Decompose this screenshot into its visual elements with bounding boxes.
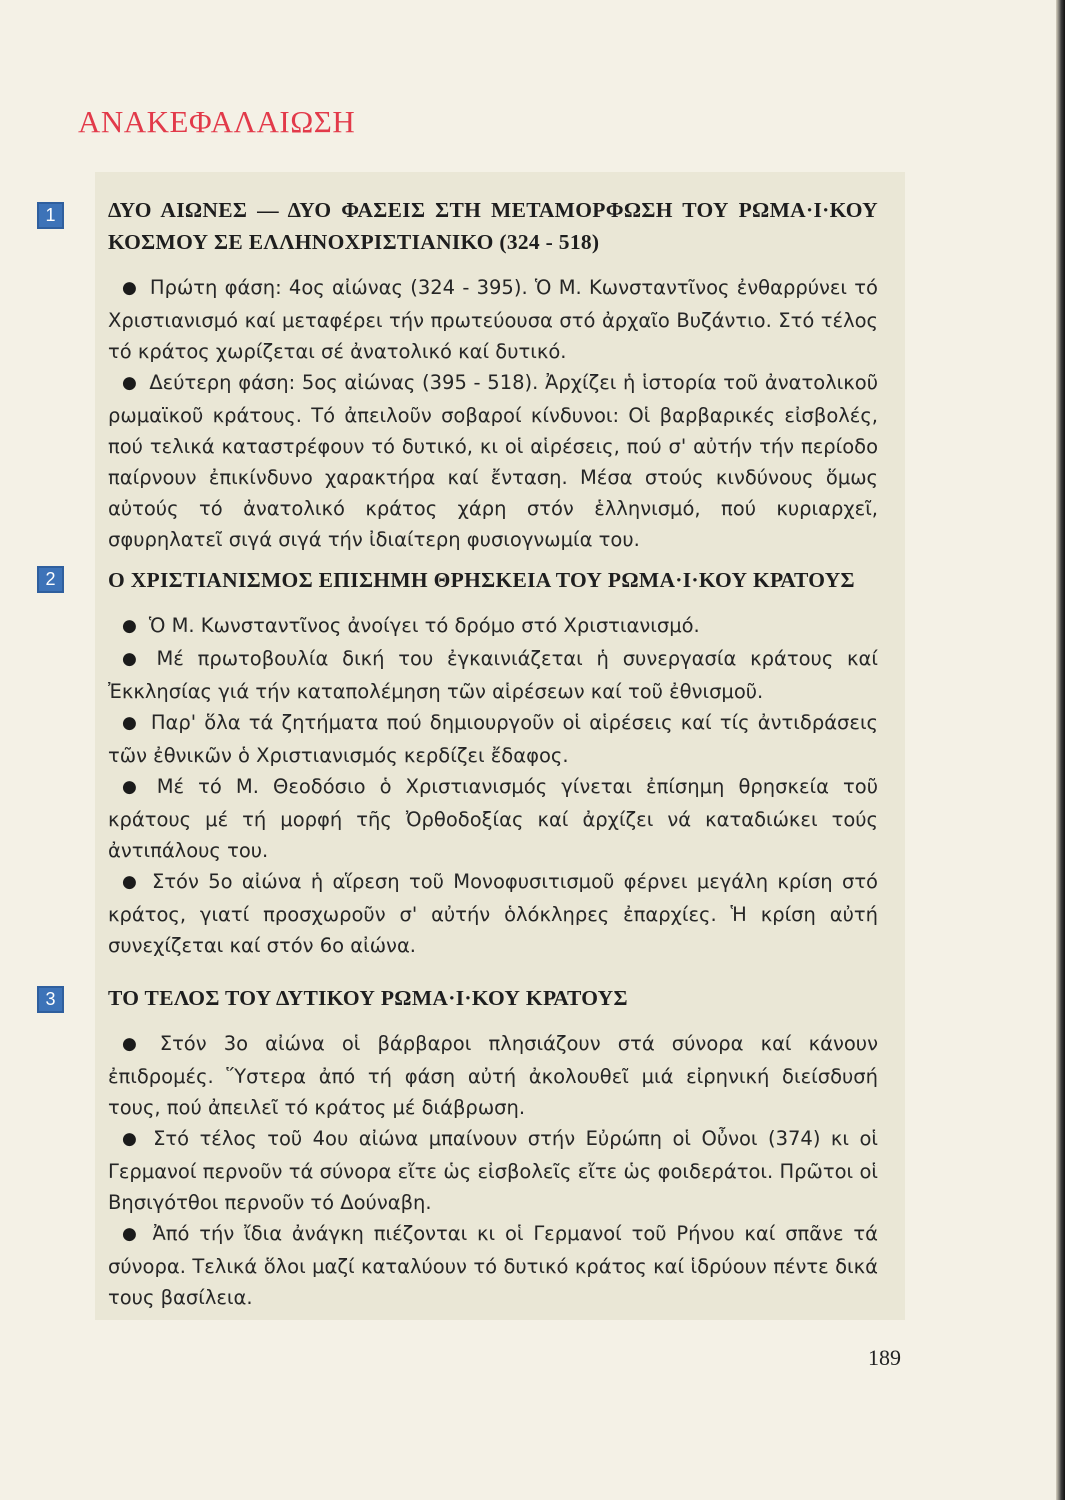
section-heading: ΤΟ ΤΕΛΟΣ ΤΟΥ ΔΥΤΙΚΟΥ ΡΩΜΑ·Ι·ΚΟΥ ΚΡΑΤΟΥΣ: [108, 986, 628, 1010]
page-title: ΑΝΑΚΕΦΑΛΑΙΩΣΗ: [78, 104, 356, 139]
section-heading: Ο ΧΡΙΣΤΙΑΝΙΣΜΟΣ ΕΠΙΣΗΜΗ ΘΡΗΣΚΕΙΑ ΤΟΥ ΡΩΜΑ·Ι·ΚΟΥ ΚΡΑΤΟΥΣ: [108, 568, 855, 592]
bullet-paragraph: ● Ὁ Μ. Κωνσταντῖνος ἀνοίγει τό δρόμο στό Χριστιανισμό.: [108, 610, 878, 643]
bullet-paragraph: ● Μέ τό Μ. Θεοδόσιο ὁ Χριστιανισμός γίνεται ἐπίσημη θρησκεία τοῦ κράτους μέ τή μορφή τῆς Ὀρθοδοξίας καί ἀρχίζει νά καταδιώκει τούς ἀντιπάλους του.: [108, 771, 878, 866]
bullet-paragraph: ● Πρώτη φάση: 4ος αἰώνας (324 - 395). Ὁ Μ. Κωνσταντῖνος ἐνθαρρύνει τό Χριστιανισμό καί μεταφέρει τήν πρωτεύουσα στό ἀρχαῖο Βυζάντιο. Στό τέλος τό κράτος χωρίζεται σέ ἀνατολικό καί δυτικό.: [108, 272, 878, 367]
section-heading: ΔΥΟ ΑΙΩΝΕΣ — ΔΥΟ ΦΑΣΕΙΣ ΣΤΗ ΜΕΤΑΜΟΡΦΩΣΗ ΤΟΥ ΡΩΜΑ·Ι·ΚΟΥ ΚΟΣΜΟΥ ΣΕ ΕΛΛΗΝΟΧΡΙΣΤΙΑΝΙΚΟ (324 - 518): [108, 198, 878, 254]
bullet-paragraph: ● Στό τέλος τοῦ 4ου αἰώνα μπαίνουν στήν Εὐρώπη οἱ Οὖνοι (374) κι οἱ Γερμανοί περνοῦν τά σύνορα εἴτε ὡς εἰσβολεῖς εἴτε ὡς φοιδεράτοι. Πρῶτοι οἱ Βησιγότθοι περνοῦν τό Δούναβη.: [108, 1123, 878, 1218]
page-number: 189: [868, 1345, 901, 1370]
bullet-paragraph: ● Ἀπό τήν ἴδια ἀνάγκη πιέζονται κι οἱ Γερμανοί τοῦ Ρήνου καί σπᾶνε τά σύνορα. Τελικά ὅλοι μαζί καταλύουν τό δυτικό κράτος καί ἱδρύουν πέντε δικά τους βασίλεια.: [108, 1218, 878, 1313]
section-3: [108, 982, 878, 1313]
book-spine-edge: [1056, 0, 1065, 1500]
bullet-paragraph: ● Παρ' ὅλα τά ζητήματα πού δημιουργοῦν οἱ αἱρέσεις καί τίς ἀντιδράσεις τῶν ἐθνικῶν ὁ Χριστιανισμός κερδίζει ἔδαφος.: [108, 707, 878, 771]
section-number-badge: 1: [37, 202, 64, 229]
section-number-badge: 3: [37, 986, 64, 1013]
section-number-badge: 2: [37, 566, 64, 593]
bullet-paragraph: ● Μέ πρωτοβουλία δική του ἐγκαινιάζεται ἡ συνεργασία κράτους καί Ἐκκλησίας γιά τήν καταπολέμηση τῶν αἱρέσεων καί τοῦ ἐθνισμοῦ.: [108, 643, 878, 707]
bullet-paragraph: ● Στόν 3ο αἰώνα οἱ βάρβαροι πλησιάζουν στά σύνορα καί κάνουν ἐπιδρομές. Ὕστερα ἀπό τή φάση αὐτή ἀκολουθεῖ μιά εἰρηνική διείσδυσή τους, πού ἀπειλεῖ τό κράτος μέ διάβρωση.: [108, 1028, 878, 1123]
bullet-paragraph: ● Στόν 5ο αἰώνα ἡ αἵρεση τοῦ Μονοφυσιτισμοῦ φέρνει μεγάλη κρίση στό κράτος, γιατί προσχωροῦν σ' αὐτήν ὁλόκληρες ἐπαρχίες. Ἡ κρίση αὐτή συνεχίζεται καί στόν 6ο αἰώνα.: [108, 866, 878, 961]
bullet-paragraph: ● Δεύτερη φάση: 5ος αἰώνας (395 - 518). Ἀρχίζει ἡ ἱστορία τοῦ ἀνατολικοῦ ρωμαϊκοῦ κράτους. Τό ἀπειλοῦν σοβαροί κίνδυνοι: Οἱ βαρβαρικές εἰσβολές, πού τελικά καταστρέφουν τό δυτικό, κι οἱ αἱρέσεις, πού σ' αὐτήν τήν περίοδο παίρνουν ἐπικίνδυνο χαρακτήρα καί ἔνταση. Μέσα στούς κινδύνους ὅμως αὐτούς τό ἀνατολικό κράτος χάρη στόν ἑλληνισμό, πού κυριαρχεῖ, σφυρηλατεῖ σιγά σιγά τήν ἰδιαίτερη φυσιογνωμία του.: [108, 367, 878, 555]
section-1: [108, 194, 878, 555]
section-2: [108, 564, 878, 961]
